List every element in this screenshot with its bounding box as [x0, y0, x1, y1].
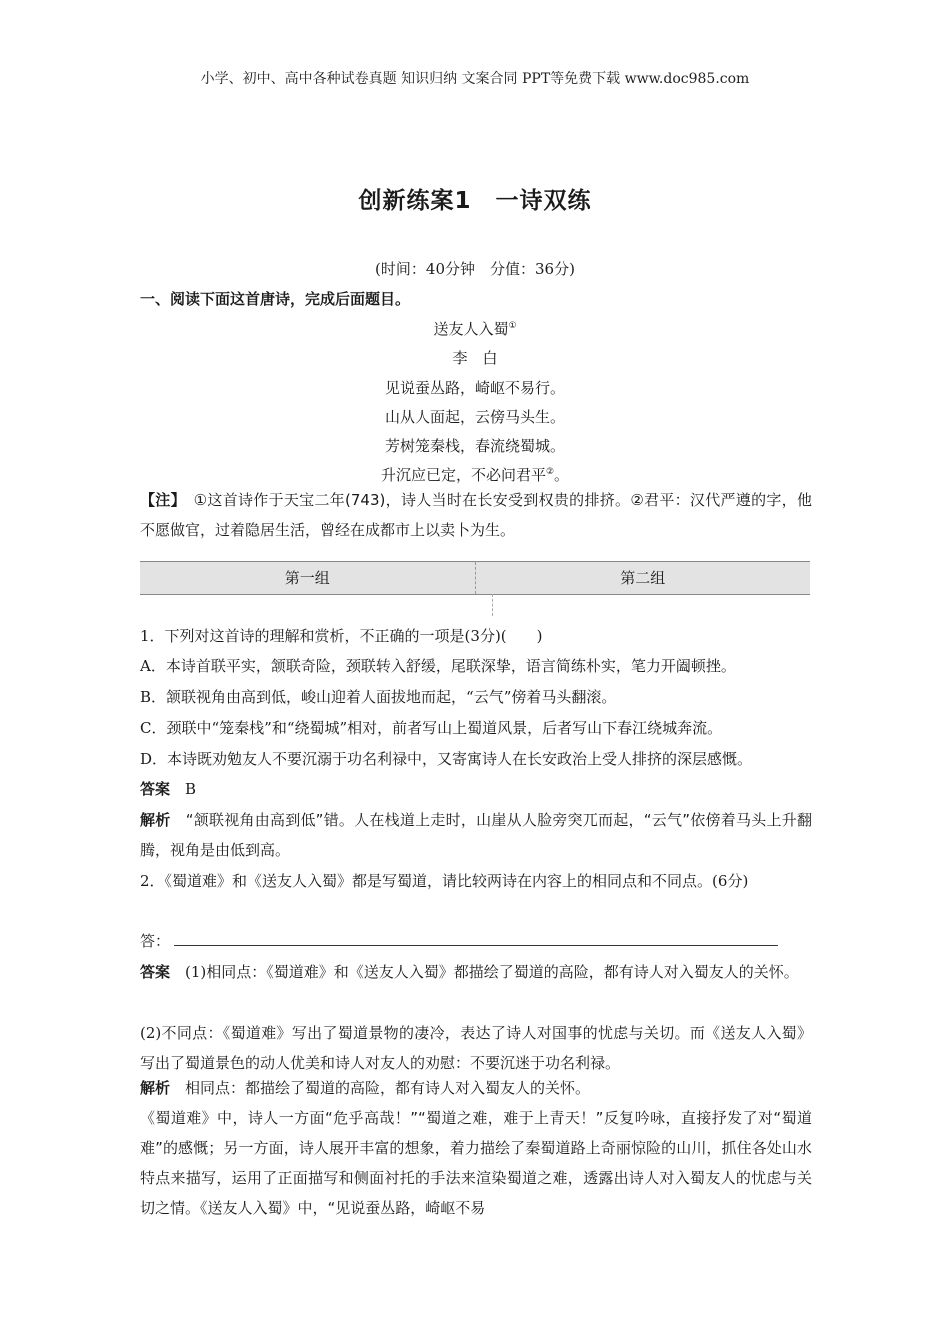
group-one-header: 第一组 [140, 562, 476, 594]
question-1-option-b: B．颔联视角由高到低，峻山迎着人面拔地而起，“云气”傍着马头翻滚。 [140, 688, 617, 706]
time-score-info: (时间：40分钟 分值：36分) [375, 260, 575, 278]
question-2-answer-part1: 答案 (1)相同点：《蜀道难》和《送友人入蜀》都描绘了蜀道的高险，都有诗人对入蜀友人的关怀。 [140, 963, 799, 981]
poem-line: 山从人面起，云傍马头生。 [384, 408, 565, 426]
table-divider [492, 594, 493, 616]
page-title: 创新练案1 一诗双练 [358, 188, 592, 214]
question-2-analysis-detail: 《蜀道难》中，诗人一方面“危乎高哉！”“蜀道之难，难于上青天！”反复吟咏，直接抒发了对“蜀道难”的感慨；另一方面，诗人展开丰富的想象，着力描绘了秦蜀道路上奇丽惊险的山川，抓住各处山水特点来描写，运用了正面描写和侧面衬托的手法来渲染蜀道之难，透露出诗人对入蜀友人的忧虑与关切之情。《送友人入蜀》中，“见说蚕丛路，崎岖不易 [140, 1109, 812, 1217]
question-1-answer: 答案 B [140, 780, 197, 798]
poem-line: 见说蚕丛路，崎岖不易行。 [384, 379, 565, 397]
poem-line: 芳树笼秦栈，春流绕蜀城。 [384, 437, 565, 455]
question-2-answer-part2: (2)不同点：《蜀道难》写出了蜀道景物的凄冷，表达了诗人对国事的忧虑与关切。而《送友人入蜀》写出了蜀道景色的动人优美和诗人对友人的劝慰：不要沉迷于功名利禄。 [140, 1024, 812, 1072]
poem-author: 李 白 [452, 349, 498, 367]
section-heading: 一、阅读下面这首唐诗，完成后面题目。 [140, 290, 411, 308]
question-2-stem: 2．《蜀道难》和《送友人入蜀》都是写蜀道，请比较两诗在内容上的相同点和不同点。(6分) [140, 872, 749, 890]
page-header: 小学、初中、高中各种试卷真题 知识归纳 文案合同 PPT等免费下载 www.doc985.com [200, 71, 750, 87]
question-1-option-d: D．本诗既劝勉友人不要沉溺于功名利禄中，又寄寓诗人在长安政治上受人排挤的深层感慨。 [140, 750, 753, 768]
poem-line: 升沉应已定，不必问君平②。 [380, 466, 570, 484]
answer-blank-line[interactable] [174, 929, 778, 946]
question-1-option-a: A．本诗首联平实，颔联奇险，颈联转入舒缓，尾联深挚，语言简练朴实，笔力开阖顿挫。 [140, 657, 736, 675]
question-1-stem: 1．下列对这首诗的理解和赏析，不正确的一项是(3分)( ) [140, 627, 543, 645]
question-2-analysis: 解析 相同点：都描绘了蜀道的高险，都有诗人对入蜀友人的关怀。 [140, 1079, 591, 1097]
poem-note: 【注】 ①这首诗作于天宝二年(743)，诗人当时在长安受到权贵的排挤。②君平：汉代严遵的字，他不愿做官，过着隐居生活，曾经在成都市上以卖卜为生。 [140, 491, 812, 539]
poem-title: 送友人入蜀① [433, 320, 517, 338]
group-table [140, 561, 810, 595]
question-1-option-c: C．颈联中“笼秦栈”和“绕蜀城”相对，前者写山上蜀道风景，后者写山下春江绕城奔流。 [140, 719, 723, 737]
question-1-analysis: 解析 “颔联视角由高到低”错。人在栈道上走时，山崖从人脸旁突兀而起，“云气”依傍着马头上升翻腾，视角是由低到高。 [140, 811, 812, 859]
question-2-answer-line: 答： [140, 926, 812, 956]
group-two-header: 第二组 [620, 569, 666, 587]
